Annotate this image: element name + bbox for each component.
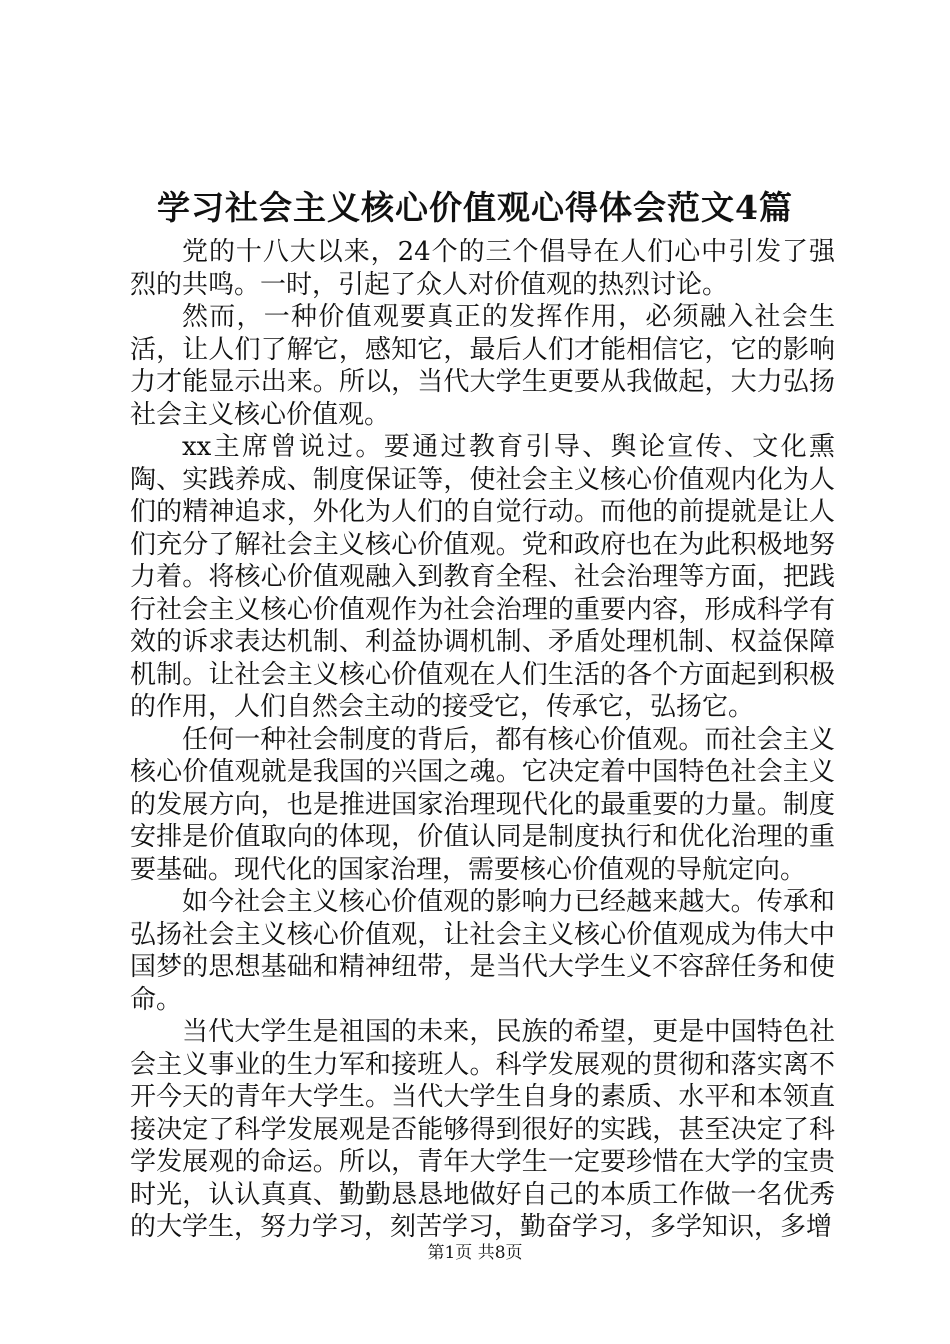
paragraph: xx主席曾说过。要通过教育引导、舆论宣传、文化熏陶、实践养成、制度保证等，使社会主义核心价值观内化为人们的精神追求，外化为人们的自觉行动。而他的前提就是让人们充分了解社会主义核心价值观。党和政府也在为此积极地努力着。将核心价值观融入到教育全程、社会治理等方面，把践行社会主义核心价值观作为社会治理的重要内容，形成科学有效的诉求表达机制、利益协调机制、矛盾处理机制、权益保障机制。让社会主义核心价值观在人们生活的各个方面起到积极的作用，人们自然会主动的接受它，传承它，弘扬它。: [130, 432, 835, 722]
paragraph: 任何一种社会制度的背后，都有核心价值观。而社会主义核心价值观就是我国的兴国之魂。它决定着中国特色社会主义的发展方向，也是推进国家治理现代化的最重要的力量。制度安排是价值取向的体现，价值认同是制度执行和优化治理的重要基础。现代化的国家治理，需要核心价值观的导航定向。: [130, 724, 835, 885]
paragraph: 党的十八大以来，24个的三个倡导在人们心中引发了强烈的共鸣。一时，引起了众人对价值观的热烈讨论。: [130, 237, 835, 300]
paragraph: 如今社会主义核心价值观的影响力已经越来越大。传承和弘扬社会主义核心价值观，让社会主义核心价值观成为伟大中国梦的思想基础和精神纽带，是当代大学生义不容辞任务和使命。: [130, 887, 835, 1015]
page-footer: 第1页 共8页: [427, 1243, 523, 1263]
paragraph: 当代大学生是祖国的未来，民族的希望，更是中国特色社会主义事业的生力军和接班人。科学发展观的贯彻和落实离不开今天的青年大学生。当代大学生自身的素质、水平和本领直接决定了科学发展观是否能够得到很好的实践，甚至决定了科学发展观的命运。所以，青年大学生一定要珍惜在大学的宝贵时光，认认真真、勤勤恳恳地做好自己的本质工作做一名优秀的大学生，努力学习，刻苦学习，勤奋学习，多学知识，多增: [130, 1017, 835, 1242]
document-body: [130, 236, 835, 1244]
document-title: 学习社会主义核心价值观心得体会范文4篇: [157, 188, 793, 227]
paragraph: 然而，一种价值观要真正的发挥作用，必须融入社会生活，让人们了解它，感知它，最后人们才能相信它，它的影响力才能显示出来。所以，当代大学生更要从我做起，大力弘扬社会主义核心价值观。: [130, 302, 835, 430]
